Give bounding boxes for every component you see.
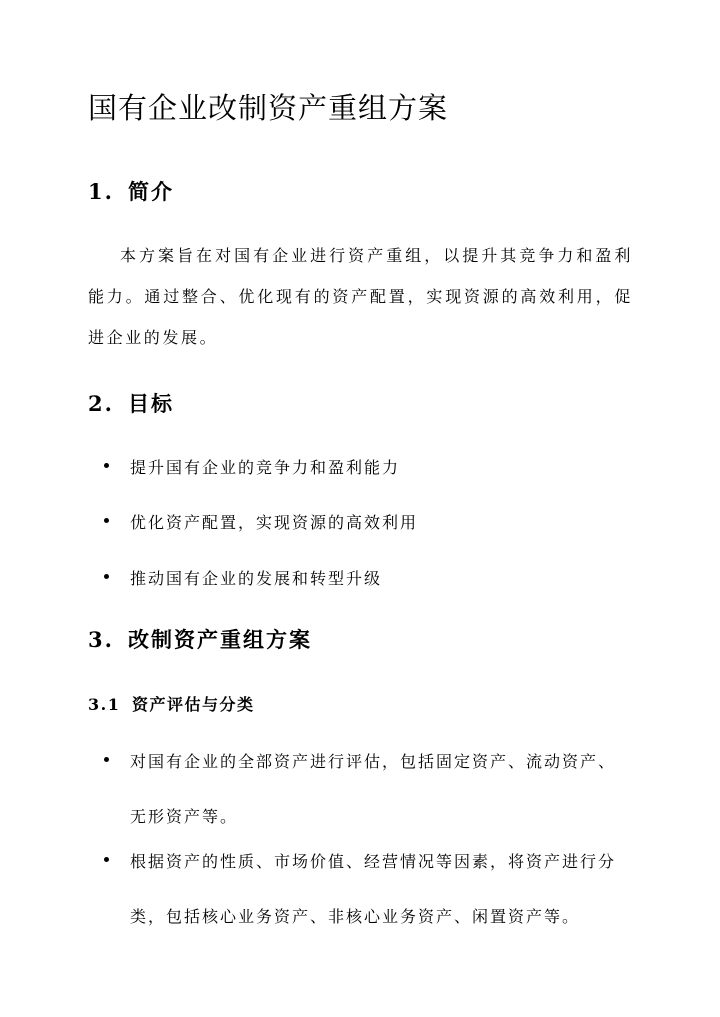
intro-paragraph: 本方案旨在对国有企业进行资产重组，以提升其竞争力和盈利能力。通过整合、优化现有的资产配置，实现资源的高效利用，促进企业的发展。 <box>88 246 633 347</box>
section-heading-plan <box>88 624 312 654</box>
subsection-number: 3.1 <box>88 695 121 714</box>
document-title: 国有企业改制资产重组方案 <box>88 91 449 125</box>
bullet-icon <box>104 574 109 579</box>
bullet-icon <box>104 463 109 468</box>
bullet-icon <box>104 757 109 762</box>
section-title: 改制资产重组方案 <box>128 627 312 652</box>
list-item: 推动国有企业的发展和转型升级 <box>110 551 630 606</box>
list-item: 根据资产的性质、市场价值、经营情况等因素，将资产进行分类，包括核心业务资产、非核心业务资产、闲置资产等。 <box>110 834 620 944</box>
subsection-heading-asset-evaluation <box>88 692 255 715</box>
section-heading-goals <box>88 388 174 418</box>
section-heading-intro <box>88 176 174 206</box>
section-title: 目标 <box>128 391 174 416</box>
list-item: 提升国有企业的竞争力和盈利能力 <box>110 440 630 495</box>
list-item: 对国有企业的全部资产进行评估，包括固定资产、流动资产、无形资产等。 <box>110 734 620 844</box>
subsection-title: 资产评估与分类 <box>132 695 255 714</box>
section-number: 3. <box>88 627 114 652</box>
section-number: 1. <box>88 179 114 204</box>
section-number: 2. <box>88 391 114 416</box>
bullet-icon <box>104 518 109 523</box>
section-title: 简介 <box>128 179 174 204</box>
list-item: 优化资产配置，实现资源的高效利用 <box>110 495 630 550</box>
bullet-icon <box>104 857 109 862</box>
